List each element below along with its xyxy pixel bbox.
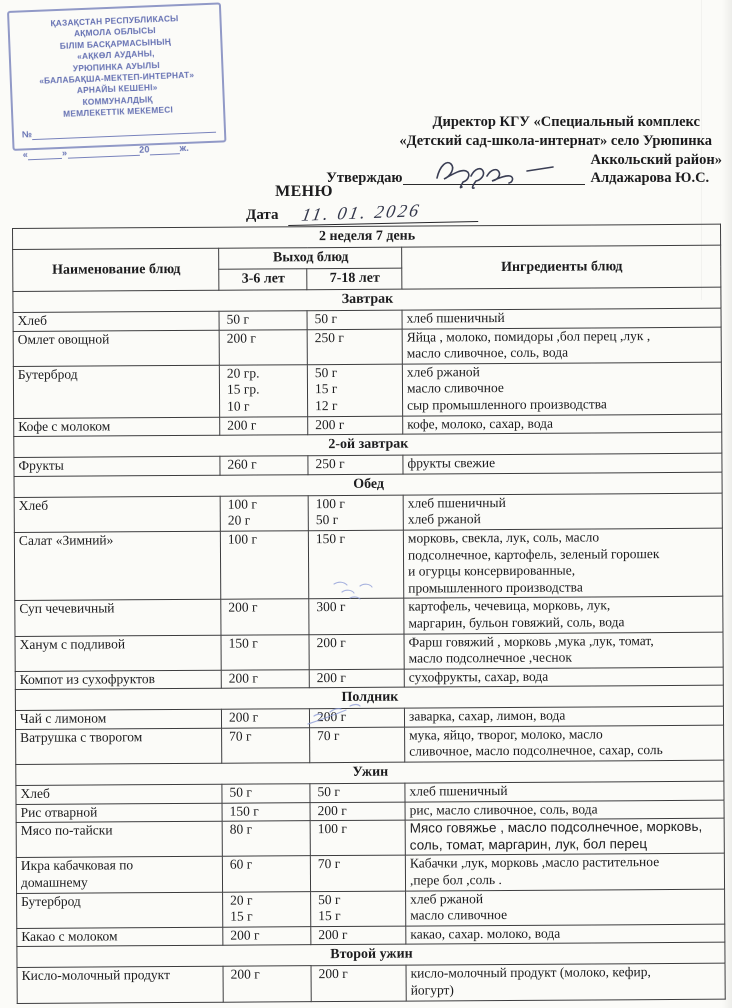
output-3-6-cell-line: 200 г bbox=[228, 670, 258, 686]
approver-column bbox=[589, 151, 723, 187]
ingredients-cell bbox=[405, 818, 724, 855]
approve-label: Утверждаю bbox=[326, 169, 403, 186]
output-7-18-cell bbox=[310, 820, 405, 856]
ingredients-cell-line: хлеб пшеничный bbox=[407, 494, 506, 511]
ingredients-cell-line: хлеб пшеничный bbox=[406, 309, 505, 326]
stamp-number-label: № bbox=[21, 128, 33, 140]
ingredients-cell-line: хлеб ржаной bbox=[410, 890, 484, 907]
stamp-text-line: ҚАЗАҚСТАН РЕСПУБЛИКАСЫ bbox=[50, 13, 179, 29]
output-7-18-cell-line: 100 г bbox=[315, 495, 345, 511]
menu-row bbox=[17, 889, 725, 929]
ingredients-cell-line: подсолнечное, картофель, зеленый горошек bbox=[407, 545, 660, 563]
output-3-6-cell-line: 15 г bbox=[230, 908, 253, 924]
output-3-6-cell bbox=[221, 599, 309, 635]
output-3-6-cell-line: 260 г bbox=[227, 456, 257, 472]
output-3-6-cell bbox=[221, 634, 309, 670]
output-7-18-cell bbox=[309, 634, 404, 670]
ingredients-cell-line: сухофрукты, сахар, вода bbox=[408, 668, 549, 685]
output-3-6-cell bbox=[221, 669, 309, 688]
dish-cell-line: Хлеб bbox=[18, 497, 49, 513]
col-header-age-7-18: 7-18 лет bbox=[307, 268, 402, 290]
ingredients-cell-line: Кабачки ,лук, морковь ,масло растительное bbox=[409, 854, 660, 872]
output-3-6-cell-line: 100 г bbox=[227, 531, 258, 547]
menu-row bbox=[16, 725, 724, 765]
ingredients-cell bbox=[404, 706, 723, 727]
ingredients-cell-line: йогурт) bbox=[410, 982, 454, 998]
dish-cell-line: Ханум с подливой bbox=[19, 635, 126, 652]
output-3-6-cell-line: 15 гр. bbox=[226, 381, 260, 398]
ingredients-cell-line: маргарин, бульон говяжий, соль, вода bbox=[408, 614, 625, 631]
stamp-quote-open: « bbox=[22, 149, 29, 160]
output-7-18-cell-line: 50 г bbox=[318, 891, 341, 907]
dish-cell bbox=[17, 927, 223, 947]
output-3-6-cell-line: 60 г bbox=[229, 856, 253, 873]
ingredients-cell bbox=[404, 667, 723, 688]
output-7-18-cell-line: 200 г bbox=[316, 669, 346, 685]
dish-cell-line: Салат «Зимний» bbox=[18, 532, 114, 548]
dish-cell-line: Хлеб bbox=[17, 312, 47, 328]
ingredients-cell-line: и огурцы консервированные, bbox=[408, 562, 576, 579]
dish-cell bbox=[16, 728, 222, 764]
stamp-number-line bbox=[22, 121, 216, 140]
stamp-day-blank bbox=[28, 148, 62, 160]
dish-cell bbox=[15, 635, 221, 671]
output-3-6-cell-line: 200 г bbox=[230, 966, 260, 983]
director-line-2: «Детский сад-школа-интернат» село Урюпинка bbox=[399, 132, 712, 149]
page-title: МЕНЮ bbox=[275, 183, 333, 200]
ingredients-cell-line: сыр промышленного производства bbox=[407, 396, 607, 413]
output-3-6-cell-line: 150 г bbox=[229, 803, 259, 819]
col-header-ingredients: Ингредиенты блюд bbox=[402, 245, 721, 289]
dish-cell bbox=[16, 821, 222, 857]
output-7-18-cell-line: 70 г bbox=[317, 856, 341, 872]
output-7-18-cell bbox=[311, 926, 406, 945]
dish-cell-line: домашнему bbox=[20, 874, 88, 890]
output-3-6-cell-line: 150 г bbox=[228, 635, 258, 651]
stamp-year-suffix: ж. bbox=[179, 142, 190, 154]
output-7-18-cell-line: 100 г bbox=[317, 821, 347, 837]
dish-cell-line: Какао с молоком bbox=[21, 928, 118, 944]
output-3-6-cell-line: 200 г bbox=[227, 417, 257, 433]
ingredients-cell-line: фрукты свежие bbox=[407, 455, 496, 471]
date-label: Дата bbox=[246, 207, 279, 223]
output-3-6-cell-line: 10 г bbox=[227, 398, 250, 414]
dish-cell bbox=[15, 710, 221, 730]
col-header-dish: Наименование блюд bbox=[13, 248, 219, 291]
ingredients-cell bbox=[402, 308, 721, 329]
output-3-6-cell bbox=[222, 784, 310, 803]
approver-name: Алдажарова Ю.С. bbox=[590, 170, 710, 186]
output-3-6-cell bbox=[220, 456, 308, 475]
output-3-6-cell-line: 80 г bbox=[229, 821, 253, 837]
section-title: Полдник bbox=[15, 685, 723, 710]
ingredients-cell bbox=[406, 889, 725, 926]
stamp-text-line: АҚМОЛА ОБЛЫСЫ bbox=[73, 25, 157, 39]
dish-cell-line: Суп чечевичный bbox=[19, 600, 115, 617]
output-7-18-cell-line: 200 г bbox=[317, 802, 347, 818]
dish-cell bbox=[16, 803, 222, 823]
dish-cell bbox=[13, 365, 219, 418]
ingredients-cell bbox=[403, 493, 722, 530]
stamp-text-line: МЕМЛЕКЕТТІК МЕКЕМЕСІ bbox=[63, 104, 174, 120]
output-7-18-cell bbox=[311, 966, 406, 1002]
output-7-18-cell-line: 250 г bbox=[315, 456, 345, 472]
ingredients-cell-line: масло сливочное bbox=[406, 380, 504, 396]
ingredients-cell-line: промышленного производства bbox=[408, 579, 583, 596]
ingredients-cell bbox=[405, 725, 724, 762]
output-7-18-cell-line: 50 г bbox=[314, 364, 338, 380]
output-7-18-cell bbox=[311, 891, 406, 927]
output-7-18-cell bbox=[308, 530, 403, 599]
col-header-output: Выход блюд bbox=[219, 247, 402, 269]
output-7-18-cell-line: 200 г bbox=[316, 709, 347, 725]
ingredients-cell bbox=[402, 362, 721, 416]
menu-row bbox=[15, 596, 723, 636]
output-7-18-cell-line: 50 г bbox=[314, 311, 338, 327]
output-3-6-cell bbox=[222, 856, 310, 892]
output-7-18-cell-line: 200 г bbox=[318, 966, 348, 982]
dish-cell-line: Кисло-молочный продукт bbox=[21, 967, 170, 984]
ingredients-cell-line: масло подсолнечное ,чеснок bbox=[408, 649, 572, 666]
dish-cell-line: Ватрушка с творогом bbox=[20, 729, 143, 745]
output-3-6-cell-line: 20 гр. bbox=[226, 365, 260, 381]
output-7-18-cell bbox=[310, 783, 405, 802]
stamp-text-line: КОММУНАЛДЫҚ bbox=[82, 94, 153, 107]
output-3-6-cell bbox=[223, 966, 311, 1002]
output-7-18-cell-line: 200 г bbox=[316, 634, 346, 650]
output-7-18-cell bbox=[308, 416, 403, 435]
output-3-6-cell-line: 50 г bbox=[229, 784, 252, 800]
ingredients-cell bbox=[403, 414, 722, 435]
output-7-18-cell-line: 250 г bbox=[314, 329, 344, 345]
ingredients-cell-line: мука, яйцо, творог, молоко, масло bbox=[409, 726, 603, 743]
ingredients-cell bbox=[404, 596, 723, 633]
output-7-18-cell bbox=[307, 364, 402, 416]
output-3-6-cell bbox=[221, 709, 309, 728]
output-7-18-cell bbox=[309, 598, 404, 634]
col-header-age-3-6: 3-6 лет bbox=[219, 269, 307, 291]
output-3-6-cell bbox=[219, 311, 307, 330]
dish-cell bbox=[17, 967, 223, 1003]
output-3-6-cell bbox=[222, 728, 310, 764]
stamp-year-prefix: 20 bbox=[139, 144, 150, 155]
ingredients-cell bbox=[403, 528, 722, 598]
output-7-18-cell-line: 70 г bbox=[317, 727, 340, 744]
menu-row bbox=[17, 964, 725, 1004]
output-7-18-cell-line: 300 г bbox=[316, 599, 346, 615]
output-3-6-cell-line: 70 г bbox=[229, 728, 252, 744]
output-3-6-cell-line: 200 г bbox=[226, 330, 256, 346]
ingredients-cell-line: Мясо говяжье , масло подсолнечное, морковь, bbox=[409, 819, 703, 836]
ingredients-cell-line: хлеб ржаной bbox=[406, 363, 480, 380]
dish-cell-line: Икра кабачковая по bbox=[20, 857, 134, 874]
output-3-6-cell-line: 20 г bbox=[230, 892, 253, 908]
dish-cell-line: Компот из сухофруктов bbox=[19, 670, 156, 687]
menu-row bbox=[13, 327, 721, 367]
output-3-6-cell bbox=[220, 416, 308, 435]
ingredients-cell-line: Фарш говяжий , морковь ,мука ,лук, томат, bbox=[408, 632, 654, 650]
ingredients-cell-line: какао, сахар. молоко, вода bbox=[410, 925, 561, 942]
ingredients-cell-line: хлеб ржаной bbox=[407, 511, 481, 527]
stamp-month-blank bbox=[67, 145, 139, 159]
dish-cell bbox=[17, 892, 223, 928]
ingredients-cell-line: масло сливочное bbox=[410, 907, 508, 923]
stamp-text-line: «АҚКӨЛ АУДАНЫ, bbox=[76, 48, 155, 62]
output-3-6-cell-line: 50 г bbox=[226, 311, 250, 327]
official-stamp bbox=[7, 2, 226, 160]
ingredients-cell-line: соль, томат, маргарин, лук, бол перец bbox=[409, 835, 648, 853]
output-7-18-cell bbox=[310, 856, 405, 892]
stamp-quote-close: » bbox=[61, 147, 68, 158]
output-7-18-cell-line: 200 г bbox=[315, 416, 345, 432]
dish-cell bbox=[14, 456, 220, 476]
ingredients-cell bbox=[406, 964, 725, 1001]
approval-block bbox=[230, 113, 722, 187]
ingredients-cell-line: кофе, молоко, сахар, вода bbox=[407, 415, 554, 432]
stamp-text-line: АРНАЙЫ КЕШЕНІ» bbox=[76, 82, 158, 96]
ingredients-cell-line: рис, масло сливочное, соль, вода bbox=[409, 801, 598, 818]
ingredients-cell-line: морковь, свекла, лук, соль, масло bbox=[407, 529, 600, 546]
date-row bbox=[246, 201, 478, 224]
dish-cell-line: Бутерброд bbox=[17, 366, 78, 382]
output-3-6-cell bbox=[223, 927, 311, 946]
ingredients-cell-line: ,пере бол ,соль . bbox=[409, 872, 502, 888]
dish-cell-line: Омлет овощной bbox=[17, 331, 110, 347]
ingredients-cell bbox=[405, 800, 724, 821]
stamp-number-blank bbox=[32, 122, 216, 140]
section-title: Второй ужин bbox=[17, 943, 725, 968]
output-3-6-cell bbox=[223, 891, 311, 927]
output-7-18-cell bbox=[308, 495, 403, 531]
dish-cell bbox=[14, 531, 220, 601]
output-3-6-cell-line: 20 г bbox=[227, 512, 251, 529]
stamp-text-lines bbox=[9, 11, 223, 122]
output-7-18-cell-line: 50 г bbox=[317, 784, 340, 800]
stamp-date-line bbox=[23, 142, 217, 161]
output-3-6-cell bbox=[222, 802, 310, 821]
dish-cell bbox=[15, 670, 221, 690]
column-header-row bbox=[13, 245, 721, 270]
section-title: Обед bbox=[14, 472, 722, 497]
approval-row bbox=[230, 151, 722, 187]
output-3-6-cell bbox=[220, 531, 308, 600]
menu-table-body bbox=[13, 287, 725, 1003]
ingredients-cell-line: масло сливочное, соль, вода bbox=[406, 344, 569, 361]
menu-row bbox=[14, 493, 722, 533]
output-7-18-cell bbox=[310, 727, 405, 763]
output-7-18-cell-line: 12 г bbox=[315, 397, 338, 414]
output-3-6-cell bbox=[219, 364, 307, 416]
ingredients-cell-line: Яйца , молоко, помидоры ,бол перец ,лук , bbox=[406, 327, 651, 345]
ingredients-cell-line: хлеб пшеничный bbox=[409, 783, 508, 799]
output-3-6-cell-line: 200 г bbox=[228, 599, 258, 615]
output-3-6-cell-line: 200 г bbox=[230, 927, 260, 943]
ingredients-cell bbox=[405, 854, 724, 891]
date-blank-line bbox=[288, 199, 478, 226]
menu-row bbox=[13, 362, 721, 418]
output-3-6-cell bbox=[222, 821, 310, 857]
output-3-6-cell-line: 200 г bbox=[228, 709, 259, 725]
week-header: 2 неделя 7 день bbox=[13, 224, 721, 249]
dish-cell-line: Мясо по-тайски bbox=[20, 822, 113, 839]
dish-cell-line: Хлеб bbox=[20, 785, 50, 802]
dish-cell bbox=[14, 496, 220, 532]
output-3-6-cell bbox=[220, 495, 308, 531]
section-title: Завтрак bbox=[13, 287, 721, 312]
ingredients-cell bbox=[406, 924, 725, 945]
ingredients-cell-line: картофель, чечевица, морковь, лук, bbox=[408, 597, 611, 614]
handwritten-date: 11. 01. 2026 bbox=[300, 200, 424, 225]
ingredients-cell bbox=[405, 781, 724, 802]
output-7-18-cell bbox=[309, 669, 404, 688]
output-7-18-cell bbox=[307, 329, 402, 365]
dish-cell-line: Чай с лимоном bbox=[19, 710, 107, 727]
output-7-18-cell-line: 150 г bbox=[315, 530, 346, 547]
output-7-18-cell-line: 200 г bbox=[318, 926, 348, 942]
menu-table bbox=[12, 224, 726, 1004]
dish-cell-line: Фрукты bbox=[18, 457, 64, 474]
ingredients-cell-line: кисло-молочный продукт (молоко, кефир, bbox=[410, 964, 651, 981]
ingredients-cell bbox=[404, 632, 723, 669]
output-7-18-cell-line: 50 г bbox=[315, 512, 339, 528]
menu-row bbox=[15, 632, 723, 672]
dish-cell-line: Кофе с молоком bbox=[18, 417, 111, 434]
stamp-year-blank bbox=[150, 144, 180, 156]
ingredients-cell bbox=[402, 327, 721, 364]
output-7-18-cell-line: 15 г bbox=[314, 381, 338, 397]
dish-cell bbox=[15, 600, 221, 636]
dish-cell bbox=[13, 311, 219, 331]
section-title: 2-ой завтрак bbox=[14, 432, 722, 457]
output-7-18-cell-line: 15 г bbox=[318, 908, 341, 924]
dish-cell bbox=[13, 330, 219, 366]
stamp-text-line: БІЛІМ БАСҚАРМАСЫНЫҢ bbox=[59, 36, 172, 51]
menu-row bbox=[16, 854, 724, 894]
ingredients-cell bbox=[403, 453, 722, 474]
ingredients-cell-line: сливочное, масло подсолнечное, сахар, соль bbox=[409, 742, 663, 760]
output-7-18-cell bbox=[310, 802, 405, 821]
output-7-18-cell bbox=[309, 708, 404, 727]
output-3-6-cell-line: 100 г bbox=[227, 496, 257, 512]
director-line-1: Директор КГУ «Специальный комплекс bbox=[432, 114, 700, 130]
district-line: Аккольский район» bbox=[590, 152, 722, 168]
dish-cell bbox=[14, 417, 220, 437]
menu-row bbox=[14, 528, 722, 601]
ingredients-cell-line: заварка, сахар, лимон, вода bbox=[408, 707, 566, 724]
output-7-18-cell bbox=[307, 310, 402, 329]
output-7-18-cell bbox=[308, 455, 403, 474]
dish-cell-line: Бутерброд bbox=[21, 893, 81, 909]
dish-cell-line: Рис отварной bbox=[20, 804, 98, 820]
dish-cell bbox=[16, 784, 222, 804]
dish-cell bbox=[16, 857, 222, 893]
stamp-text-line: УРЮПИНКА АУЫЛЫ bbox=[72, 59, 160, 74]
section-title: Ужин bbox=[16, 760, 724, 785]
output-3-6-cell bbox=[219, 329, 307, 365]
menu-row bbox=[16, 818, 724, 858]
stamp-text-line: «БАЛАБАҚША-МЕКТЕП-ИНТЕРНАТ» bbox=[39, 69, 195, 86]
